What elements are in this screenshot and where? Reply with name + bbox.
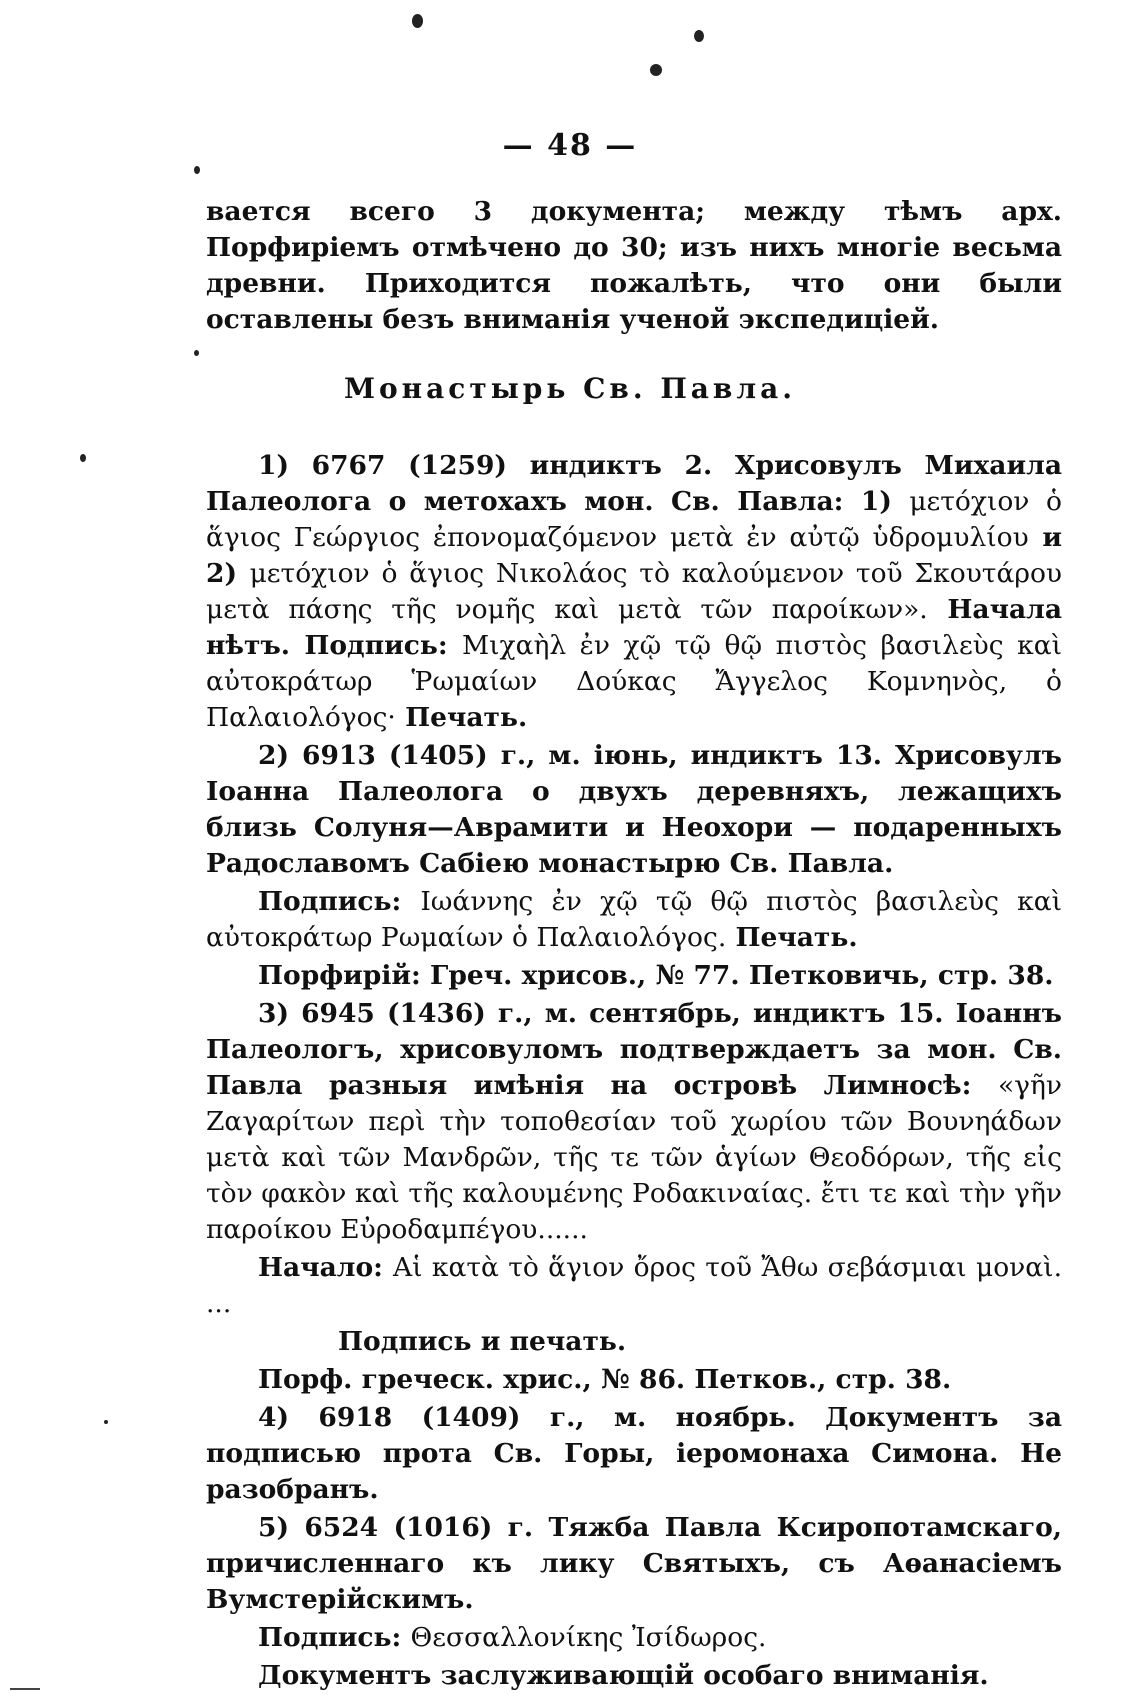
scan-speck: [650, 64, 662, 76]
greek-quote: μετόχιον ὁ ἅγιος Νικολάος τὸ καλούμενον τοῦ Σκουτάρου μετὰ πάσης τῆς νομῆς καὶ μετὰ τῶν παροίκων».: [206, 558, 1063, 625]
section-heading: Монастырь Св. Павла.: [343, 372, 796, 405]
entry-text: Печать.: [395, 702, 528, 733]
greek-signature: Θεσσαλλονίκης Ἰσίδωρος.: [410, 1622, 767, 1653]
entry-text: 5) 6524 (1016) г. Тяжба Павла Ксиропотамскаго, причисленнаго къ лику Святыхъ, съ Аѳанасіемъ Вумстерійскимъ.: [206, 1512, 1062, 1615]
entry-text: 3) 6945 (1436) г., м. сентябрь, индиктъ 15. Іоаннъ Палеологъ, хрисовуломъ подтверждаетъ за мон. Св. Павла разныя имѣнія на островѣ Лимносѣ:: [206, 998, 1062, 1101]
entry-text: Подпись:: [258, 886, 421, 917]
intro-paragraph: вается всего 3 документа; между тѣмъ арх. Порфиріемъ отмѣчено до 30; изъ нихъ многіе весьма древни. Приходится пожалѣть, что они были оставлены безъ вниманія ученой экспедиціей.: [206, 196, 1062, 335]
greek-signature: Μιχαὴλ ἐν χῷ τῷ θῷ πιστὸς βασιλεὺς καὶ αὐτοκράτωρ Ῥωμαίων Δούκας Ἄγγελος Κομνηνὸς, ὁ Παλαιολόγος·: [206, 630, 1062, 733]
entry-3-signature: [206, 1324, 1062, 1360]
entry-4: [206, 1400, 1062, 1508]
scan-speck: [194, 166, 200, 174]
scan-speck: [412, 14, 423, 28]
scan-speck: [694, 30, 704, 42]
entry-text: Подпись и печать.: [338, 1326, 627, 1357]
greek-quote: «γῆν Ζαγαρίτων περὶ τὴν τοποθεσίαν τοῦ χωρίου τῶν Βουνηάδων μετὰ καὶ τῶν Μανδρῶν, τῆς τε τῶν ἁγίων Θεοδόρων, τῆς εἰς τὸν φακὸν καὶ τῆς καλουμένης Ροδακιναίας. ἔτι τε καὶ τὴν γῆν παροίκου Εὐροδαμπέγου......: [206, 1070, 1062, 1245]
entries-list: [206, 448, 1062, 1696]
entry-text: 2) 6913 (1405) г., м. іюнь, индиктъ 13. Хрисовулъ Іоанна Палеолога о двухъ деревняхъ, лежащихъ близь Солуня—Аврамити и Неохори — подаренныхъ Радославомъ Сабіею монастырю Св. Павла.: [206, 740, 1062, 879]
entry-3-reference: [206, 1362, 1062, 1398]
greek-signature: Ιωάννης ἐν χῷ τῷ θῷ πιστὸς βασιλεὺς καὶ αὐτοκράτωρ Ρωμαίων ὁ Παλαιολόγος.: [206, 886, 1062, 953]
margin-line: [10, 1688, 40, 1690]
entry-5: [206, 1510, 1062, 1618]
entry-5-note: [206, 1658, 1062, 1694]
entry-text: 4) 6918 (1409) г., м. ноябрь. Документъ за подписью прота Св. Горы, іеромонаха Симона. Не разобранъ.: [206, 1402, 1062, 1505]
entry-1: [206, 448, 1062, 736]
scan-speck: [194, 350, 199, 356]
entry-2: [206, 738, 1062, 882]
greek-quote: μετόχιον ὁ ἅγιος Γεώργιος ἐπονομαζόμενον μετὰ ἐν αὐτῷ ὑδρομυλίου: [206, 486, 1062, 553]
entry-5-signature: [206, 1620, 1062, 1656]
scan-speck: [80, 454, 86, 462]
entry-text: Порф. греческ. хрис., № 86. Петков., стр. 38.: [258, 1364, 952, 1395]
entry-text: Порфирій: Греч. хрисов., № 77. Петковичь, стр. 38.: [258, 960, 1054, 991]
greek-quote: Αἱ κατὰ τὸ ἅγιον ὄρος τοῦ Ἄθω σεβάσμιαι μοναὶ. ...: [206, 1252, 1062, 1319]
entry-2-signature: [206, 884, 1062, 956]
scan-speck: [104, 1420, 108, 1424]
entry-2-reference: [206, 958, 1062, 994]
entry-text: Начало:: [258, 1252, 394, 1283]
entry-3-beginning: [206, 1250, 1062, 1322]
entry-3: [206, 996, 1062, 1248]
page-number: — 48 —: [502, 128, 638, 163]
entry-text: Подпись:: [258, 1622, 411, 1653]
entry-text: 1) 6767 (1259) индиктъ 2. Хрисовулъ Михаила Палеолога о метохахъ мон. Св. Павла: 1): [206, 450, 1062, 517]
entry-text: Документъ заслуживающій особаго вниманія.: [258, 1660, 989, 1691]
entry-text: и 2): [206, 522, 1063, 589]
entry-text: Начала нѣтъ. Подпись:: [206, 594, 1062, 661]
entry-text: Печать.: [726, 922, 858, 953]
